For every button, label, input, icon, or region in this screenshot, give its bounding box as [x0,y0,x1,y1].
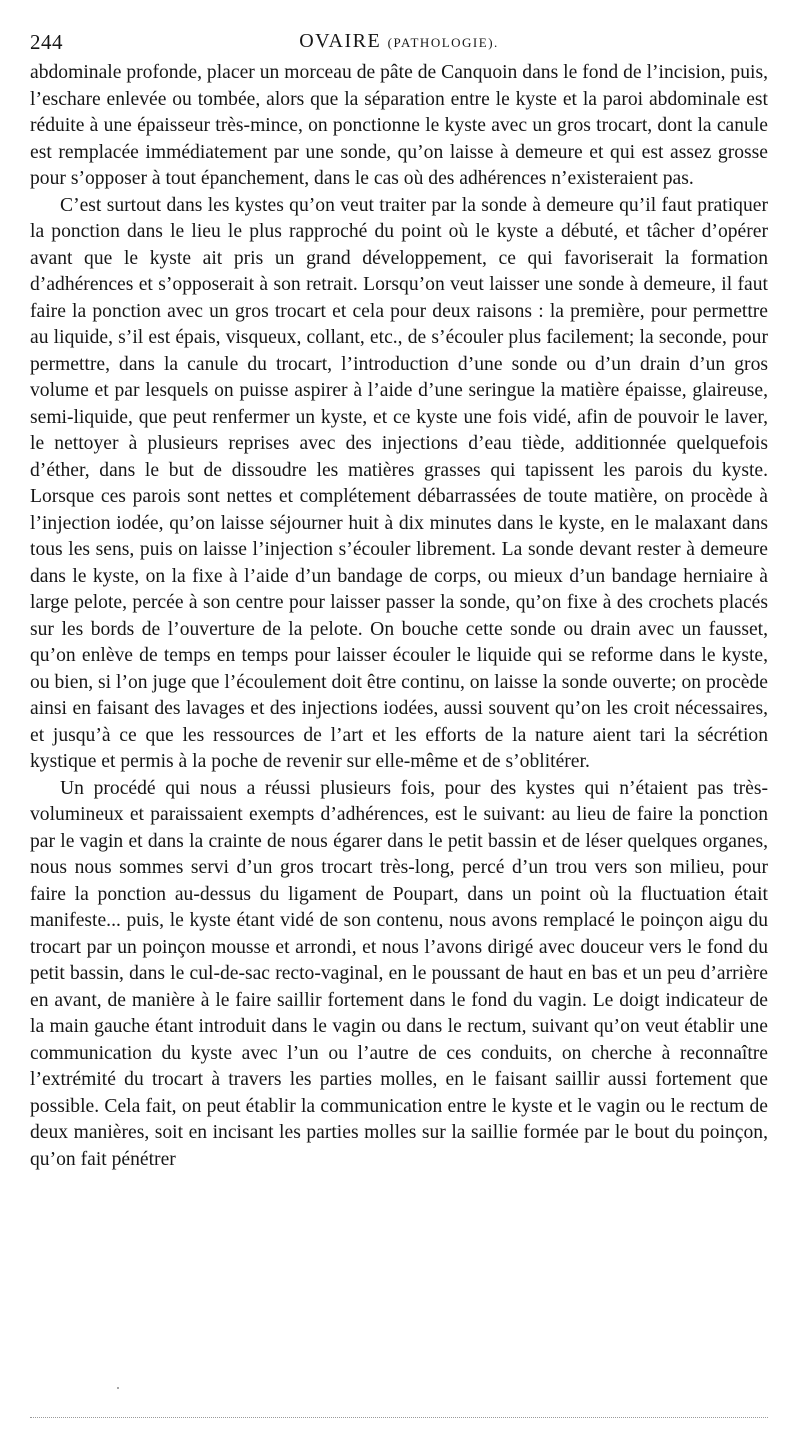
paragraph: C’est surtout dans les kystes qu’on veut traiter par la sonde à demeure qu’il faut pratiquer la ponction dans le lieu le plus rapproché du point où le kyste a débuté, et tâcher d’opérer avant que le kyste ait pris un grand développement, ce qui favoriserait la formation d’adhérences et s’opposerait à son retrait. Lorsqu’on veut laisser une sonde à demeure, il faut faire la ponction avec un gros trocart et cela pour deux raisons : la première, pour permettre au liquide, s’il est épais, visqueux, collant, etc., de s’écouler plus facilement; la seconde, pour permettre, dans la canule du trocart, l’introduction d’une sonde ou d’un drain d’un gros volume et par lesquels on puisse aspirer à l’aide d’une seringue la matière épaisse, glaireuse, semi-liquide, que peut renfermer un kyste, et ce kyste une fois vidé, afin de pouvoir le laver, le nettoyer à plusieurs reprises avec des injections d’eau tiède, additionnée quelquefois d’éther, dans le but de dissoudre les matières grasses qui tapissent les parois du kyste. Lorsque ces parois sont nettes et complétement débarrassées de toute matière, on procède à l’injection iodée, qu’on laisse séjourner huit à dix minutes dans le kyste, en le malaxant dans tous les sens, puis on laisse l’injection s’écouler librement. La sonde devant rester à demeure dans le kyste, on la fixe à l’aide d’un bandage de corps, ou mieux d’un bandage herniaire à large pelote, percée à son centre pour laisser passer la sonde, qu’on fixe à des crochets placés sur les bords de l’ouverture de la pelote. On bouche cette sonde ou drain avec un fausset, qu’on enlève de temps en temps pour laisser écouler le liquide qui se reforme dans le kyste, ou bien, si l’on juge que l’écoulement doit être continu, on laisse la sonde ouverte; on procède ainsi en faisant des lavages et des injections iodées, aussi souvent qu’on les croit nécessaires, et jusqu’à ce que les ressources de l’art et les efforts de la nature aient tari la sécrétion kystique et permis à la poche de revenir sur elle-même et de s’oblitérer. [30,194,768,772]
body-text [30,60,768,1173]
paragraph-continued: abdominale profonde, placer un morceau de pâte de Canquoin dans le fond de l’incision, puis, l’eschare enlevée ou tombée, alors que la séparation entre le kyste et la paroi abdominale est réduite à une épaisseur très-mince, on ponctionne le kyste avec un gros trocart, dont la canule est remplacée immédiatement par une sonde, qu’on laisse à demeure et qui est assez grosse pour s’opposer à tout épanchement, dans le cas où des adhérences n’existeraient pas. [30,62,768,189]
book-page [30,0,768,1454]
running-title-main: OVAIRE [299,30,382,52]
paragraph: Un procédé qui nous a réussi plusieurs fois, pour des kystes qui n’étaient pas très-volumineux et paraissaient exempts d’adhérences, est le suivant: au lieu de faire la ponction par le vagin et dans la crainte de nous égarer dans le petit bassin et de léser quelques organes, nous nous sommes servi d’un gros trocart très-long, percé d’un trou vers son milieu, pour faire la ponction au-dessus du ligament de Poupart, dans un point où la fluctuation était manifeste... puis, le kyste étant vidé de son contenu, nous avons remplacé le poinçon aigu du trocart par un poinçon mousse et arrondi, et nous l’avons dirigé avec douceur vers le fond du petit bassin, dans le cul-de-sac recto-vaginal, en le poussant de haut en bas et un peu d’arrière en avant, de manière à le faire saillir fortement dans le fond du vagin. Le doigt indicateur de la main gauche étant introduit dans le vagin ou dans le rectum, suivant qu’on veut établir une communication du kyste avec l’un ou l’autre de ces conduits, on cherche à reconnaître l’extrémité du trocart à travers les parties molles, en le faisant saillir aussi fortement que possible. Cela fait, on peut établir la communication entre le kyste et le vagin ou le rectum de deux manières, soit en incisant les parties molles sur la saillie formée par le bout du poinçon, qu’on fait pénétrer [30,777,768,1170]
running-title [30,30,768,53]
bottom-edge-rule [30,1417,768,1418]
running-header [30,30,768,56]
print-speck [117,1387,119,1389]
running-title-subtitle: (PATHOLOGIE). [387,35,499,50]
page-number: 244 [30,30,63,54]
